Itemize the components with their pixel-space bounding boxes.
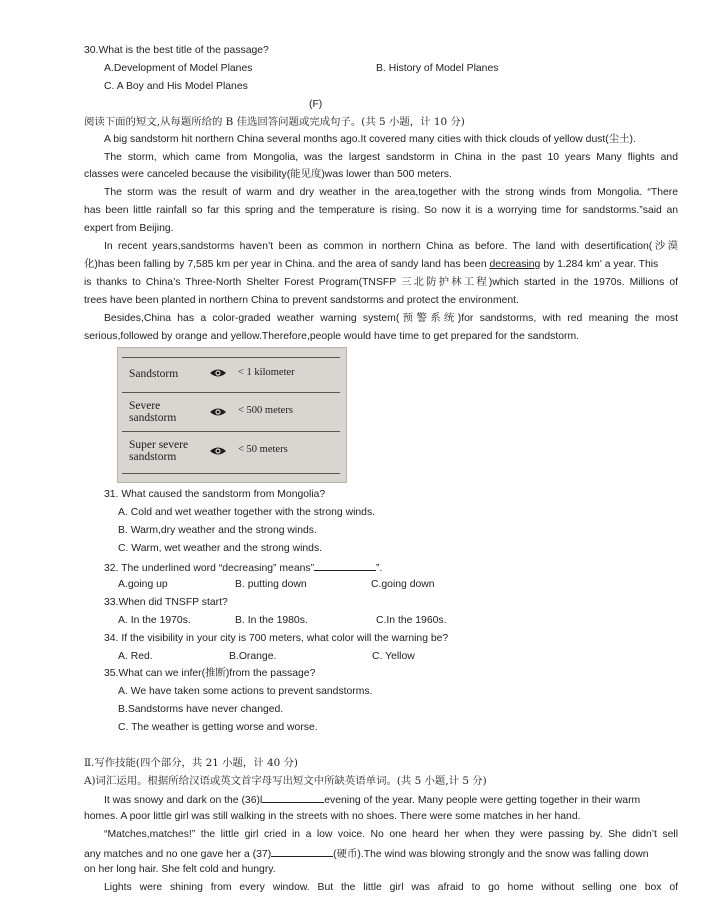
q34-option-a: A. Red.	[118, 651, 153, 662]
warning-level-label: Super severe sandstorm	[129, 439, 189, 463]
q34-option-b: B.Orange.	[229, 651, 277, 662]
story-s3-line1: Lights were shining from every window. But the little girl was afraid to go home without selling one box of	[104, 882, 678, 893]
story-s2-start: any matches and no one gave her a (37)	[84, 849, 272, 860]
story-s1-start: It was snowy and dark on the (36)l	[104, 795, 263, 806]
warning-level-label: Severe sandstorm	[129, 400, 177, 424]
warning-row-severe	[118, 394, 346, 434]
underlined-word-decreasing: decreasing	[489, 259, 541, 270]
story-s1-line1	[104, 792, 678, 808]
warning-system-table	[117, 347, 347, 483]
q34-option-c: C. Yellow	[372, 651, 415, 662]
q34-question: 34. If the visibility in your city is 700 meters, what color will the warning be?	[104, 633, 449, 644]
passage-p4-line3: is thanks to China’s Three-North Shelter Forest Program(TNSFP 三北防护林工程)which started in the 1970s. Millions of	[84, 277, 678, 288]
q35-option-b: B.Sandstorms have never changed.	[118, 704, 284, 715]
section2-sub-a: A)词汇运用。根据所给汉语或英文首字母写出短文中所缺英语单词。(共 5 小题,计 5 分)	[84, 775, 487, 787]
q35-option-a: A. We have taken some actions to prevent sandstorms.	[118, 686, 373, 697]
q30-option-b: B. History of Model Planes	[376, 63, 499, 74]
q33-option-b: B. In the 1980s.	[235, 615, 308, 626]
passage-p4-line1: In recent years,sandstorms haven’t been as common in northern China as before. The land with desertification(沙漠	[104, 241, 678, 252]
passage-p2-line1: The storm, which came from Mongolia, was the largest sandstorm in China in the past 10 years Many flights and	[104, 152, 678, 163]
q32-question-end: ”.	[376, 563, 383, 574]
q35-option-c: C. The weather is getting worse and worse.	[118, 722, 318, 733]
section-f-label: (F)	[309, 99, 323, 110]
q31-option-c: C. Warm, wet weather and the strong winds.	[118, 543, 323, 554]
q30-option-c: C. A Boy and His Model Planes	[104, 81, 248, 92]
story-s2-line3: on her long hair. She felt cold and hungry.	[84, 864, 276, 875]
table-rule	[122, 431, 340, 432]
story-s2-end: (硬币).The wind was blowing strongly and the snow was falling down	[333, 849, 649, 860]
q32-option-a: A.going up	[118, 579, 168, 590]
q32-question	[104, 560, 698, 576]
q32-option-c: C.going down	[371, 579, 435, 590]
eye-icon	[209, 407, 227, 417]
passage-p5-line2: serious,followed by orange and yellow.Therefore,people would have time to get prepared for the sandstorm.	[84, 331, 580, 342]
eye-icon	[209, 446, 227, 456]
passage-p4-line2	[84, 258, 678, 272]
q30-option-a: A.Development of Model Planes	[104, 63, 253, 74]
story-s1-end: evening of the year. Many people were getting together in their warm	[324, 795, 641, 806]
visibility-value: < 500 meters	[238, 405, 293, 416]
q31-option-a: A. Cold and wet weather together with the strong winds.	[118, 507, 376, 518]
q32-option-b: B. putting down	[235, 579, 307, 590]
section2-heading: Ⅱ.写作技能(四个部分，共 21 小题，计 40 分)	[84, 757, 298, 769]
visibility-value: < 50 meters	[238, 444, 288, 455]
story-s1-line2: homes. A poor little girl was still walking in the streets with no shoes. There were some matches in her hand.	[84, 811, 581, 822]
passage-p3-line1: The storm was the result of warm and dry weather in the area,together with the strong winds from Mongolia. “There	[104, 187, 678, 198]
passage-p3-line2: has been little rainfall so far this spring and the temperature is rising. So now it is a worrying time for sandstorms.”said an	[84, 205, 678, 216]
warning-level-label: Sandstorm	[129, 368, 179, 380]
q33-option-a: A. In the 1970s.	[118, 615, 191, 626]
section-f-instruction: 阅读下面的短文,从每题所给的 B 佳选回答问题或完成句子。(共 5 小题，计 10 分)	[84, 116, 465, 128]
passage-p2-line2: classes were canceled because the visibility(能见度)was lower than 500 meters.	[84, 169, 452, 180]
table-rule	[122, 473, 340, 474]
q33-option-c: C.In the 1960s.	[376, 615, 447, 626]
visibility-value: < 1 kilometer	[238, 367, 295, 378]
passage-p1-line1: A big sandstorm hit northern China several months ago.It covered many cities with thick clouds of yellow dust(尘土).	[104, 134, 636, 145]
table-rule	[122, 392, 340, 393]
answer-blank-37[interactable]	[271, 846, 333, 857]
passage-p4-line2-start: 化)has been falling by 7,585 km per year in China. and the area of sandy land has been	[84, 259, 490, 270]
passage-p4-line2-end: by 1.284 km' a year. This	[540, 259, 659, 270]
q35-question: 35.What can we infer(推断)from the passage?	[104, 668, 316, 679]
passage-p5-line1: Besides,China has a color-graded weather warning system(预警系统)for sandstorms, with red meaning the most	[104, 313, 678, 324]
passage-p3-line3: expert from Beijing.	[84, 223, 174, 234]
table-rule	[122, 357, 340, 358]
story-s2-line1: “Matches,matches!” the little girl cried in a low voice. No one heard her when they were passing by. She didn’t sell	[104, 829, 678, 840]
passage-p4-line4: trees have been planted in northern China to prevent sandstorms and protect the environment.	[84, 295, 519, 306]
story-s2-line2	[84, 846, 678, 862]
answer-blank-36[interactable]	[262, 792, 324, 803]
q33-question: 33.When did TNSFP start?	[104, 597, 228, 608]
warning-row-super-severe	[118, 434, 346, 474]
answer-blank[interactable]	[314, 560, 376, 571]
q32-question-text: 32. The underlined word “decreasing” means”	[104, 563, 315, 574]
q30-question: 30.What is the best title of the passage?	[84, 45, 269, 56]
q31-option-b: B. Warm,dry weather and the strong winds.	[118, 525, 317, 536]
eye-icon	[209, 368, 227, 378]
q31-question: 31. What caused the sandstorm from Mongolia?	[104, 489, 326, 500]
